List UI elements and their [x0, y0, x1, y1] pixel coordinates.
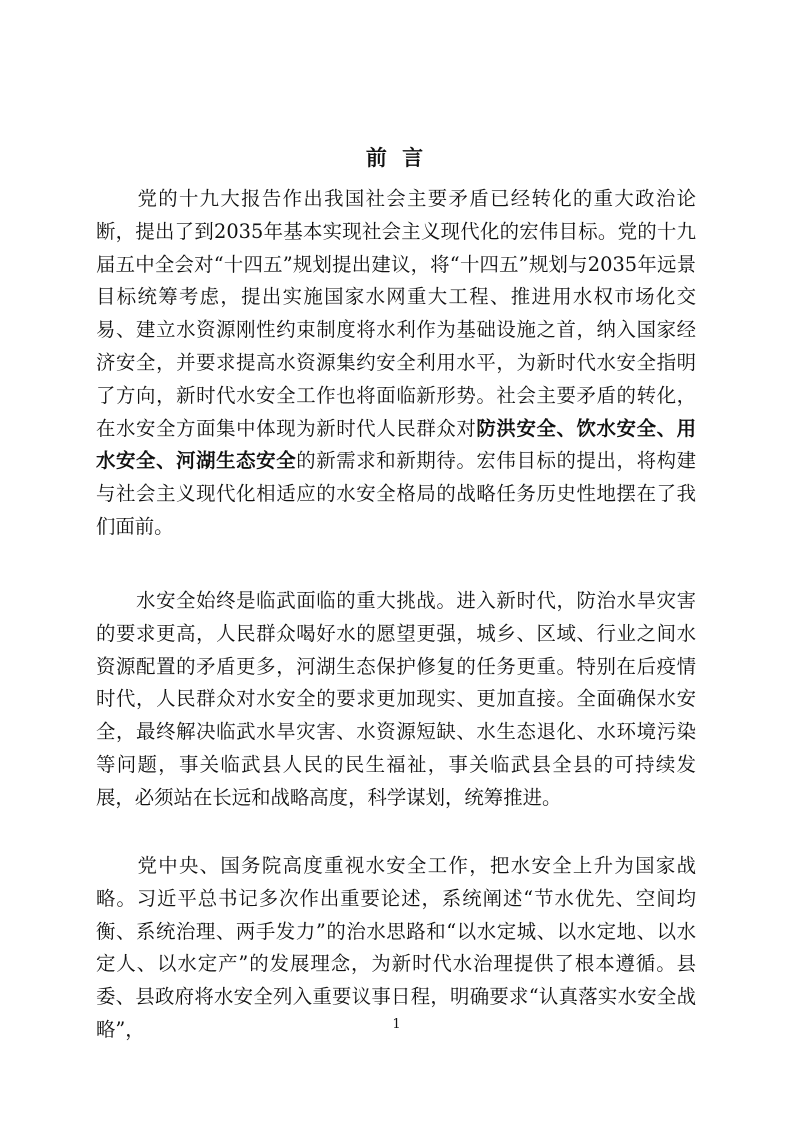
page-title: 前 言 [365, 145, 428, 170]
paragraph-1-text-end: 的新需求和新期待。宏伟目标的提出，将构建与社会主义现代化相适应的水安全格局的战略任务历史性地摆在了我们面前。 [96, 449, 697, 538]
page-number: 1 [392, 1017, 401, 1032]
paragraph-3: 党中央、国务院高度重视水安全工作，把水安全上升为国家战略。习近平总书记多次作出重要论述，系统阐述“节水优先、空间均衡、系统治理、两手发力”的治水思路和“以水定城、以水定地、以水定人、以水定产”的发展理念，为新时代水治理提供了根本遵循。县委、县政府将水安全列入重要议事日程，明确要求“认真落实水安全战略”， [96, 854, 696, 1041]
paragraph-1-text-start: 党的十九大报告作出我国社会主要矛盾已经转化的重大政治论断，提出了到2035年基本实现社会主义现代化的宏伟目标。党的十九届五中全会对“十四五”规划提出建议，将“十四五”规划与2035年远景目标统筹考虑，提出实施国家水网重大工程、推进用水权市场化交易、建立水资源刚性约束制度将水利作为基础设施之首，纳入国家经济安全，并要求提高水资源集约安全利用水平，为新时代水安全指明了方向，新时代水安全工作也将面临新形势。社会主要矛盾的转化，在水安全方面集中体现为新时代人民群众对 [96, 187, 696, 440]
paragraph-1 [96, 183, 696, 544]
paragraph-1-bold-text: 防洪安全、饮水安全、用水安全、河湖生态安全 [96, 416, 697, 473]
paragraph-2: 水安全始终是临武面临的重大挑战。进入新时代，防治水旱灾害的要求更高，人民群众喝好水的愿望更强，城乡、区域、行业之间水资源配置的矛盾更多，河湖生态保护修复的任务更重。特别在后疫情时代，人民群众对水安全的要求更加现实、更加直接。全面确保水安全，最终解决临武水旱灾害、水资源短缺、水生态退化、水环境污染等问题，事关临武县人民的民生福祉，事关临武县全县的可持续发展，必须站在长远和战略高度，科学谋划，统筹推进。 [96, 589, 696, 809]
